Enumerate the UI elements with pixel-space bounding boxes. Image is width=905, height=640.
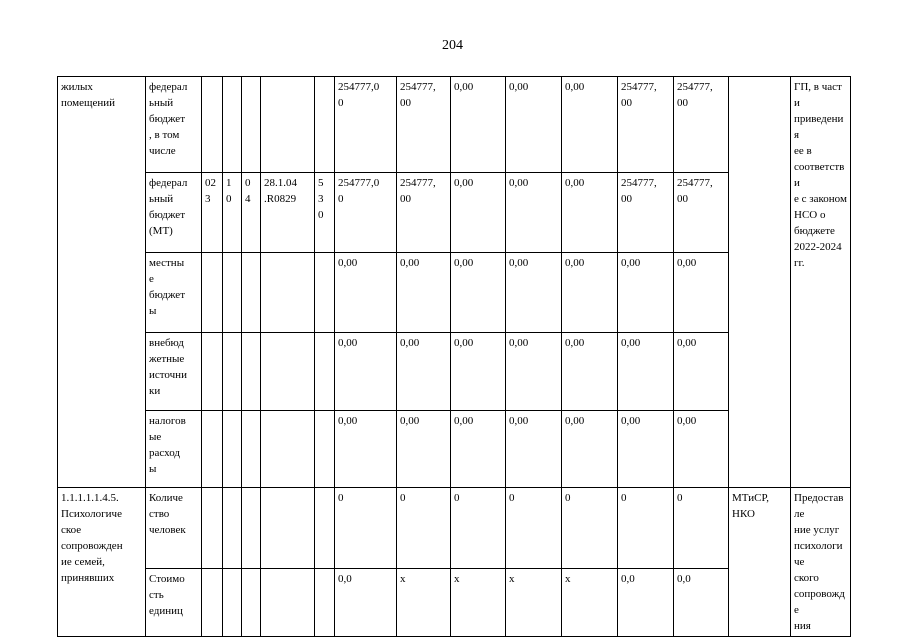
code-cell [315,333,335,411]
value-cell: 0,00 [397,253,451,333]
code-cell [202,333,223,411]
code-cell [223,568,242,636]
value-cell: 0,00 [562,333,618,411]
code-cell: 28.1.04 .R0829 [261,173,315,253]
funding-category-cell: Количе ство человек [146,488,202,569]
value-cell: 0,0 [335,568,397,636]
value-cell: 0 [674,488,729,569]
value-cell: 0,00 [562,411,618,488]
responsible-cell: МТиСР, НКО [729,488,791,637]
code-cell [315,77,335,173]
value-cell: 0,00 [335,411,397,488]
value-cell: 0,00 [506,333,562,411]
code-cell [261,77,315,173]
value-cell: 0,00 [618,333,674,411]
note-cell: ГП, в части приведения ее в соответстви е с законом НСО о бюджете 2022-2024 гг. [791,77,851,488]
value-cell: 0,00 [506,253,562,333]
value-cell: 254777, 00 [618,173,674,253]
value-cell: 0,00 [674,411,729,488]
value-cell: 0 [562,488,618,569]
code-cell [223,333,242,411]
code-cell [261,488,315,569]
table-row [58,488,851,569]
funding-category-cell: Стоимо сть единиц [146,568,202,636]
code-cell [202,253,223,333]
code-cell [242,488,261,569]
funding-category-cell: внебюд жетные источни ки [146,333,202,411]
value-cell: 0,00 [335,333,397,411]
code-cell [261,253,315,333]
code-cell: 5 3 0 [315,173,335,253]
value-cell: 0 [335,488,397,569]
value-cell: 254777, 00 [618,77,674,173]
value-cell: х [562,568,618,636]
value-cell: 0 [451,488,506,569]
code-cell [202,411,223,488]
note-cell: Предоставле ние услуг психологиче ского сопровожде ния [791,488,851,637]
value-cell: 0,00 [674,333,729,411]
event-name-cell: жилых помещений [58,77,146,488]
event-name-cell: 1.1.1.1.1.4.5. Психологиче ское сопровожден ие семей, принявших [58,488,146,637]
value-cell: 0,00 [506,77,562,173]
code-cell [242,253,261,333]
value-cell: 254777, 00 [397,173,451,253]
funding-category-cell: налогов ые расход ы [146,411,202,488]
budget-table [57,76,851,637]
value-cell: 0,00 [451,411,506,488]
value-cell: 0,00 [451,77,506,173]
responsible-cell [729,77,791,488]
value-cell: 0,00 [506,173,562,253]
code-cell [261,333,315,411]
funding-category-cell: местны е бюджет ы [146,253,202,333]
code-cell: 02 3 [202,173,223,253]
code-cell [261,568,315,636]
code-cell [242,77,261,173]
value-cell: 254777, 00 [397,77,451,173]
value-cell: 0 [397,488,451,569]
code-cell [242,333,261,411]
value-cell: 0 [618,488,674,569]
value-cell: 0,00 [618,253,674,333]
code-cell [315,568,335,636]
value-cell: 0,00 [397,411,451,488]
value-cell: 0,00 [562,253,618,333]
value-cell: 254777, 00 [674,173,729,253]
code-cell [202,77,223,173]
code-cell [223,253,242,333]
code-cell [242,568,261,636]
code-cell [202,488,223,569]
code-cell [223,77,242,173]
code-cell [315,411,335,488]
value-cell: 0,00 [335,253,397,333]
code-cell [202,568,223,636]
value-cell: х [397,568,451,636]
value-cell: 254777, 00 [674,77,729,173]
code-cell [223,488,242,569]
value-cell: 0,00 [562,173,618,253]
code-cell [261,411,315,488]
value-cell: 254777,0 0 [335,77,397,173]
value-cell: 0,00 [397,333,451,411]
table-row [58,77,851,173]
value-cell: 0,00 [451,173,506,253]
code-cell [223,411,242,488]
funding-category-cell: федерал ьный бюджет , в том числе [146,77,202,173]
code-cell [315,253,335,333]
value-cell: 0,00 [674,253,729,333]
value-cell: 254777,0 0 [335,173,397,253]
value-cell: 0 [506,488,562,569]
value-cell: 0,0 [674,568,729,636]
value-cell: х [451,568,506,636]
code-cell: 1 0 [223,173,242,253]
page-number: 204 [442,38,463,53]
code-cell [315,488,335,569]
value-cell: 0,00 [618,411,674,488]
code-cell [242,411,261,488]
value-cell: 0,00 [562,77,618,173]
funding-category-cell: федерал ьный бюджет (МТ) [146,173,202,253]
value-cell: 0,00 [451,253,506,333]
value-cell: 0,00 [506,411,562,488]
value-cell: 0,0 [618,568,674,636]
code-cell: 0 4 [242,173,261,253]
value-cell: х [506,568,562,636]
value-cell: 0,00 [451,333,506,411]
